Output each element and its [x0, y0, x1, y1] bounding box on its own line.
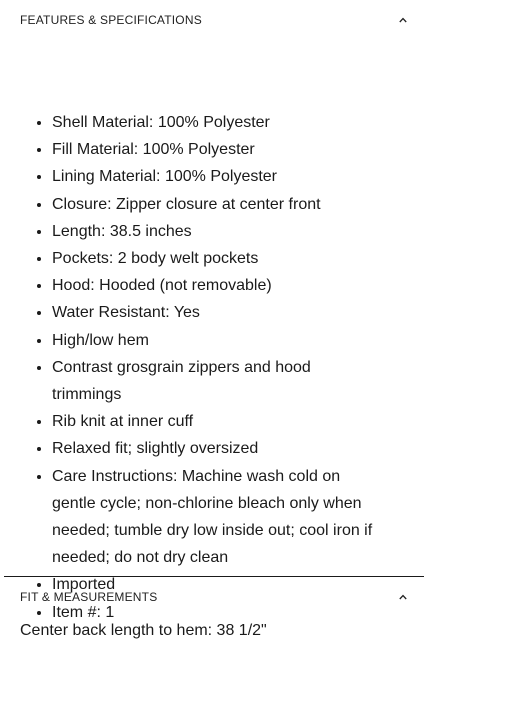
features-list: [4, 109, 400, 626]
list-item: • Closure: Zipper closure at center front: [52, 191, 400, 218]
features-accordion-header[interactable]: [4, 0, 424, 40]
list-item: • Length: 38.5 inches: [52, 218, 400, 245]
fit-accordion-header[interactable]: [4, 577, 424, 617]
list-item: • Relaxed fit; slightly oversized: [52, 435, 400, 462]
list-item: • Fill Material: 100% Polyester: [52, 136, 400, 163]
list-item: • Rib knit at inner cuff: [52, 408, 400, 435]
list-item: • Shell Material: 100% Polyester: [52, 109, 400, 136]
list-item: • Hood: Hooded (not removable): [52, 272, 400, 299]
list-item: • Pockets: 2 body welt pockets: [52, 245, 400, 272]
list-item: • Water Resistant: Yes: [52, 299, 400, 326]
list-item: • Item #: 1: [52, 599, 400, 626]
list-item: • Imported: [52, 571, 400, 598]
features-title: FEATURES & SPECIFICATIONS: [20, 13, 202, 27]
chevron-up-icon[interactable]: [398, 592, 408, 602]
chevron-up-icon[interactable]: [398, 15, 408, 25]
product-details-panel: [4, 0, 424, 643]
fit-title: FIT & MEASUREMENTS: [20, 590, 158, 604]
fit-section: [4, 577, 424, 643]
fit-measurement-text: Center back length to hem: 38 1/2": [20, 622, 267, 639]
list-item: • Contrast grosgrain zippers and hood trimmings: [52, 354, 400, 408]
list-item: • Lining Material: 100% Polyester: [52, 163, 400, 190]
list-item: • Care Instructions: Machine wash cold on gentle cycle; non-chlorine bleach only when needed; tumble dry low inside out; cool iron if needed; do not dry clean: [52, 463, 400, 572]
list-item: • High/low hem: [52, 327, 400, 354]
